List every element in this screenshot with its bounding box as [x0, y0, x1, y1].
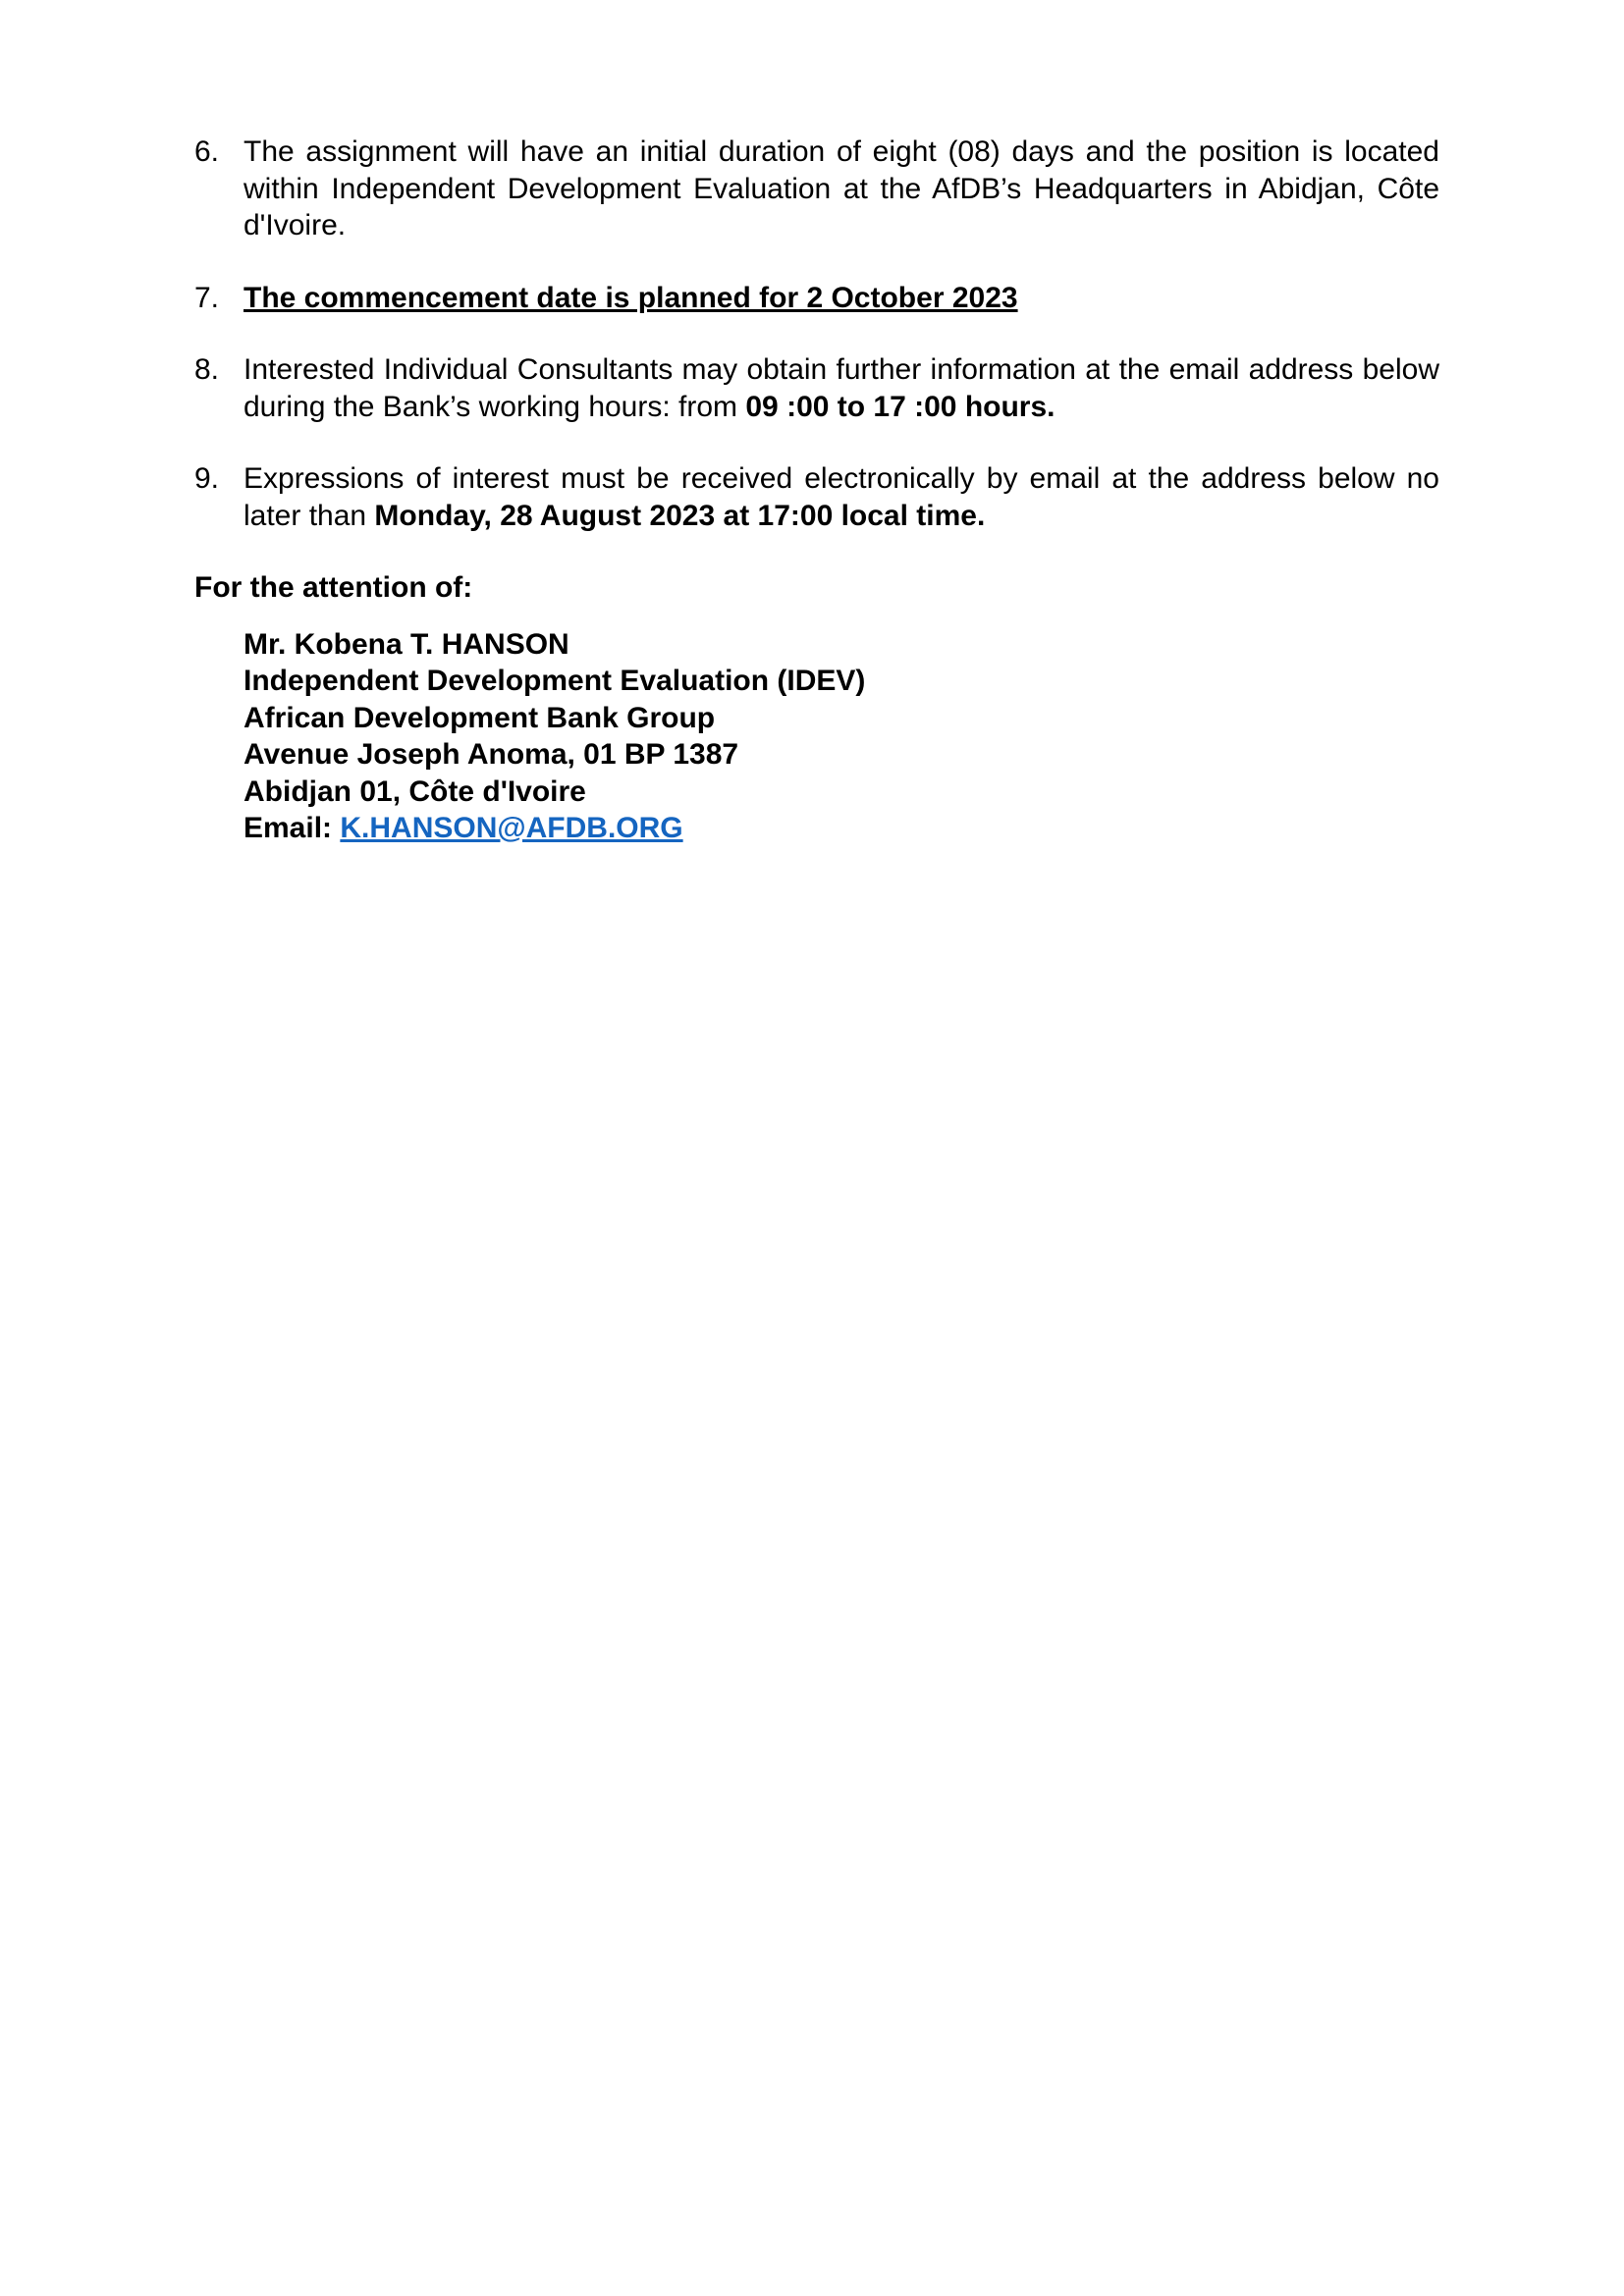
item-text: The assignment will have an initial duration of eight (08) days and the position is located within Independent Development Evaluation at the AfDB’s Headquarters in Abidjan, Côte d'Ivoire. — [244, 135, 1439, 241]
contact-address — [194, 626, 1439, 847]
list-item-6 — [194, 133, 1439, 244]
list-item-8 — [194, 351, 1439, 425]
working-hours-text: 09 :00 to 17 :00 hours. — [745, 390, 1056, 423]
list-item-9 — [194, 460, 1439, 534]
list-item-7 — [194, 280, 1439, 317]
contact-email-line — [244, 810, 1439, 847]
item-text-wrapper — [244, 460, 1439, 534]
item-number: 8. — [194, 353, 220, 386]
contact-city: Abidjan 01, Côte d'Ivoire — [244, 774, 586, 808]
item-text-wrapper — [244, 351, 1439, 425]
item-text: Interested Individual Consultants may obtain further information at the email address below during the Bank’s working hours: from — [244, 353, 1439, 423]
item-number: 9. — [194, 462, 220, 495]
deadline-text: Monday, 28 August 2023 at 17:00 local time. — [374, 499, 986, 532]
item-number: 6. — [194, 135, 220, 168]
document-body — [194, 133, 1439, 847]
contact-organization: African Development Bank Group — [244, 701, 716, 734]
commencement-date-text: The commencement date is planned for 2 October 2023 — [244, 281, 1018, 314]
contact-street: Avenue Joseph Anoma, 01 BP 1387 — [244, 738, 739, 771]
item-number: 7. — [194, 281, 220, 314]
item-text: Expressions of interest must be received electronically by email at the address below no later than — [244, 462, 1439, 532]
attention-heading: For the attention of: — [194, 571, 473, 604]
email-label: Email: — [244, 812, 341, 844]
email-link[interactable]: K.HANSON@AFDB.ORG — [340, 812, 683, 844]
contact-name: Mr. Kobena T. HANSON — [244, 627, 569, 661]
contact-department: Independent Development Evaluation (IDEV) — [244, 665, 866, 697]
